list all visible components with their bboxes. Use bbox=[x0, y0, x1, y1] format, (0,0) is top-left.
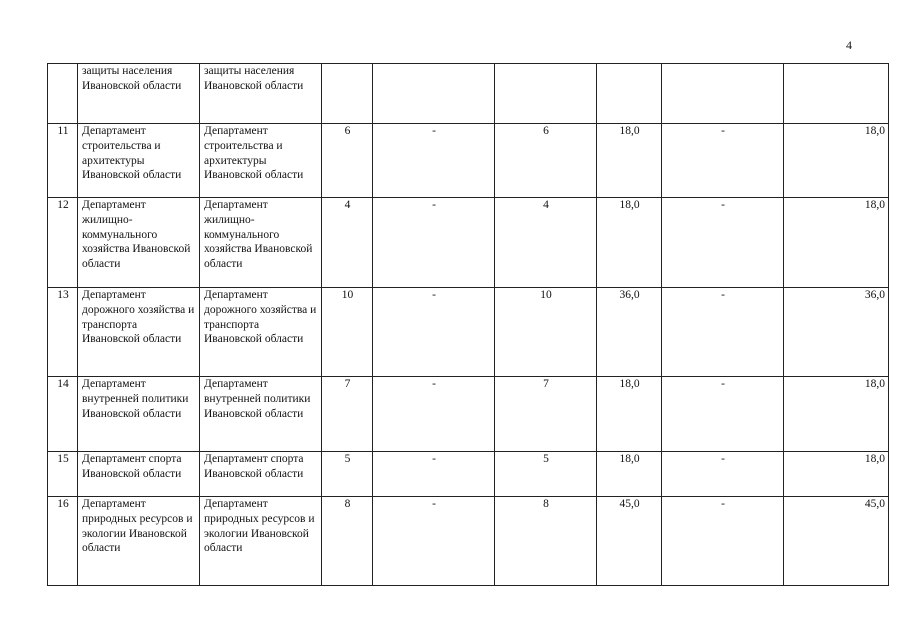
value-cell-1: 4 bbox=[322, 198, 373, 288]
value-cell-5: - bbox=[662, 452, 784, 497]
value-cell-1: 8 bbox=[322, 497, 373, 586]
department-name: Департамент внутренней политики Ивановской области bbox=[78, 377, 200, 452]
value-cell-4: 18,0 bbox=[597, 124, 662, 198]
row-number: 15 bbox=[48, 452, 78, 497]
value-cell-5 bbox=[662, 64, 784, 124]
table-row bbox=[48, 497, 889, 586]
value-cell-1: 6 bbox=[322, 124, 373, 198]
value-cell-3: 6 bbox=[495, 124, 597, 198]
value-cell-6: 18,0 bbox=[784, 377, 889, 452]
value-cell-6: 45,0 bbox=[784, 497, 889, 586]
value-cell-5: - bbox=[662, 377, 784, 452]
row-number: 11 bbox=[48, 124, 78, 198]
value-cell-3 bbox=[495, 64, 597, 124]
value-cell-3: 4 bbox=[495, 198, 597, 288]
value-cell-6 bbox=[784, 64, 889, 124]
table-row bbox=[48, 452, 889, 497]
value-cell-4: 18,0 bbox=[597, 452, 662, 497]
value-cell-1: 10 bbox=[322, 288, 373, 377]
department-name: Департамент спорта Ивановской области bbox=[78, 452, 200, 497]
row-number: 13 bbox=[48, 288, 78, 377]
table-row bbox=[48, 124, 889, 198]
value-cell-2: - bbox=[373, 452, 495, 497]
value-cell-3: 7 bbox=[495, 377, 597, 452]
table-row bbox=[48, 288, 889, 377]
value-cell-2: - bbox=[373, 288, 495, 377]
value-cell-2: - bbox=[373, 198, 495, 288]
department-name-alt: Департамент природных ресурсов и экологии Ивановской области bbox=[200, 497, 322, 586]
value-cell-5: - bbox=[662, 198, 784, 288]
departments-table bbox=[47, 63, 889, 586]
row-number: 14 bbox=[48, 377, 78, 452]
page-number: 4 bbox=[846, 38, 852, 52]
department-name: Департамент природных ресурсов и экологии Ивановской области bbox=[78, 497, 200, 586]
row-number: 16 bbox=[48, 497, 78, 586]
row-number bbox=[48, 64, 78, 124]
value-cell-6: 18,0 bbox=[784, 124, 889, 198]
value-cell-1: 5 bbox=[322, 452, 373, 497]
value-cell-2 bbox=[373, 64, 495, 124]
table-row bbox=[48, 377, 889, 452]
value-cell-2: - bbox=[373, 124, 495, 198]
department-name-alt: Департамент спорта Ивановской области bbox=[200, 452, 322, 497]
value-cell-5: - bbox=[662, 288, 784, 377]
department-name-alt: Департамент дорожного хозяйства и транспорта Ивановской области bbox=[200, 288, 322, 377]
value-cell-1 bbox=[322, 64, 373, 124]
value-cell-4: 36,0 bbox=[597, 288, 662, 377]
table-row bbox=[48, 198, 889, 288]
value-cell-3: 5 bbox=[495, 452, 597, 497]
table-row bbox=[48, 64, 889, 124]
department-name-alt: Департамент строительства и архитектуры Ивановской области bbox=[200, 124, 322, 198]
department-name: Департамент дорожного хозяйства и транспорта Ивановской области bbox=[78, 288, 200, 377]
value-cell-1: 7 bbox=[322, 377, 373, 452]
value-cell-4: 18,0 bbox=[597, 198, 662, 288]
value-cell-6: 36,0 bbox=[784, 288, 889, 377]
value-cell-4 bbox=[597, 64, 662, 124]
value-cell-6: 18,0 bbox=[784, 198, 889, 288]
department-name: Департамент жилищно-коммунального хозяйства Ивановской области bbox=[78, 198, 200, 288]
value-cell-4: 45,0 bbox=[597, 497, 662, 586]
department-name-alt: Департамент жилищно-коммунального хозяйства Ивановской области bbox=[200, 198, 322, 288]
department-name-alt: Департамент внутренней политики Ивановской области bbox=[200, 377, 322, 452]
value-cell-4: 18,0 bbox=[597, 377, 662, 452]
value-cell-2: - bbox=[373, 377, 495, 452]
value-cell-5: - bbox=[662, 124, 784, 198]
value-cell-5: - bbox=[662, 497, 784, 586]
department-name-alt: защиты населения Ивановской области bbox=[200, 64, 322, 124]
row-number: 12 bbox=[48, 198, 78, 288]
value-cell-3: 8 bbox=[495, 497, 597, 586]
value-cell-2: - bbox=[373, 497, 495, 586]
department-name: Департамент строительства и архитектуры Ивановской области bbox=[78, 124, 200, 198]
value-cell-3: 10 bbox=[495, 288, 597, 377]
department-name: защиты населения Ивановской области bbox=[78, 64, 200, 124]
value-cell-6: 18,0 bbox=[784, 452, 889, 497]
